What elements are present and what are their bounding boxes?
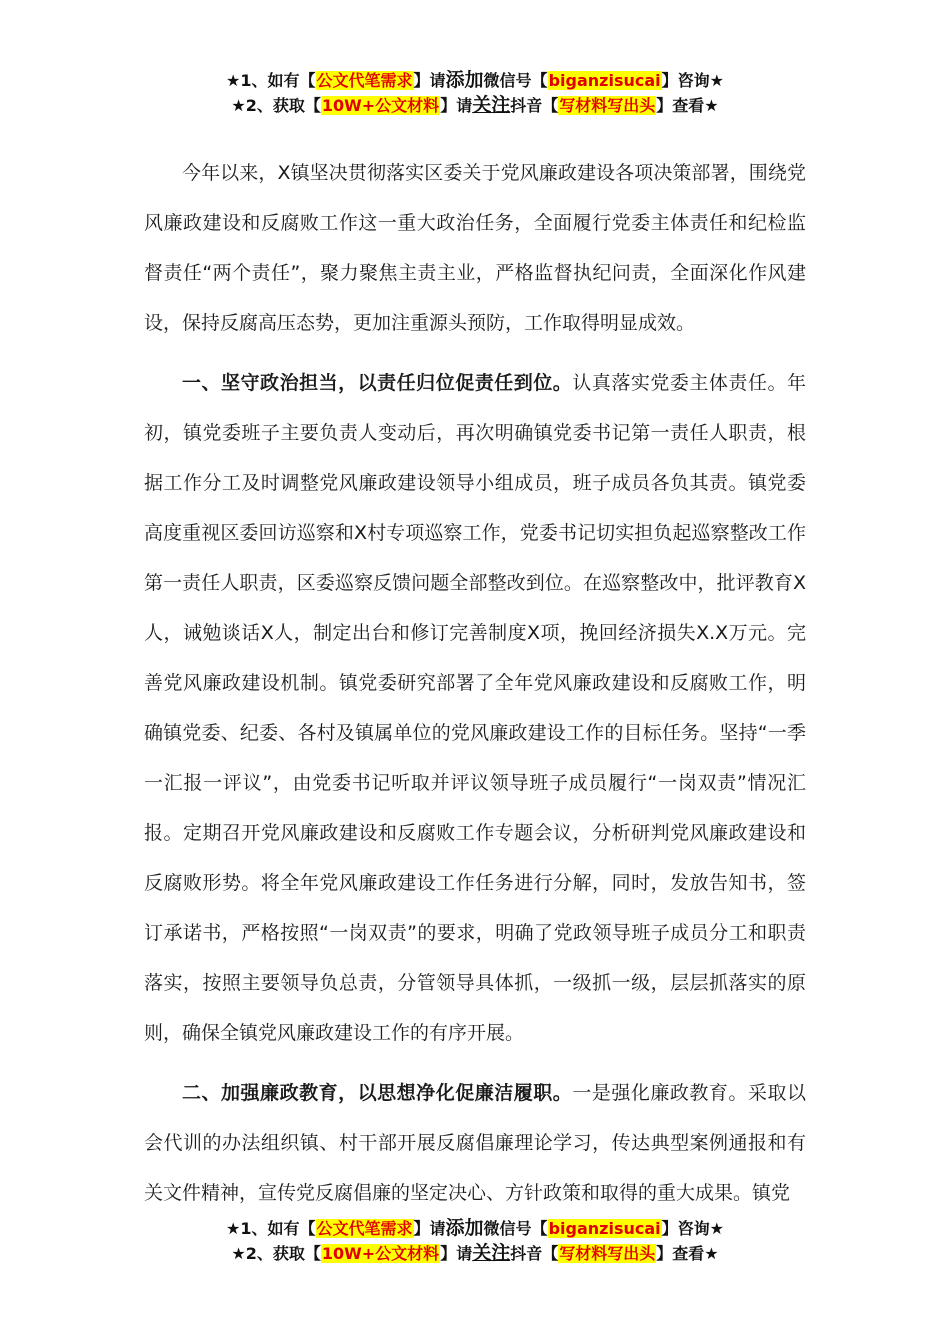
promo-emphasis: 关注 [472,1242,511,1264]
promo-emphasis: 添加 [445,1217,484,1239]
promo-line-1 [0,68,950,93]
section-paragraph-2 [144,1068,806,1218]
promo-text: 抖音【 [510,96,559,115]
promo-highlight: biganzisucai [548,1219,661,1238]
promo-highlight: 写材料写出头 [559,1244,656,1263]
paragraph-text: 今年以来，X镇坚决贯彻落实区委关于党风廉政建设各项决策部署，围绕党风廉政建设和反腐败工作这一重大政治任务，全面履行党委主体责任和纪检监督责任“两个责任”，聚力聚焦主责主业，严格监督执纪问责，全面深化作风建设，保持反腐高压态势，更加注重源头预防，工作取得明显成效。 [144,162,806,334]
promo-banner-top [0,68,950,118]
promo-text: ★2、获取【 [231,1244,321,1263]
document-body [144,148,806,1218]
promo-line-1 [0,1216,950,1241]
section-heading: 一、坚守政治担当，以责任归位促责任到位。 [182,372,573,394]
promo-emphasis: 添加 [445,69,484,91]
paragraph-text: 认真落实党委主体责任。年初，镇党委班子主要负责人变动后，再次明确镇党委书记第一责任人职责，根据工作分工及时调整党风廉政建设领导小组成员，班子成员各负其责。镇党委高度重视区委回访巡察和X村专项巡察工作，党委书记切实担负起巡察整改工作第一责任人职责，区委巡察反馈问题全部整改到位。在巡察整改中，批评教育X人，诫勉谈话X人，制定出台和修订完善制度X项，挽回经济损失X.X万元。完善党风廉政建设机制。镇党委研究部署了全年党风廉政建设和反腐败工作，明确镇党委、纪委、各村及镇属单位的党风廉政建设工作的目标任务。坚持“一季一汇报一评议”，由党委书记听取并评议领导班子成员履行“一岗双责”情况汇报。定期召开党风廉政建设和反腐败工作专题会议，分析研判党风廉政建设和反腐败形势。将全年党风廉政建设工作任务进行分解，同时，发放告知书，签订承诺书，严格按照“一岗双责”的要求，明确了党政领导班子成员分工和职责落实，按照主要领导负总责，分管领导具体抓，一级抓一级，层层抓落实的原则，确保全镇党风廉政建设工作的有序开展。 [144,372,806,1044]
section-heading: 二、加强廉政教育，以思想净化促廉洁履职。 [182,1082,573,1104]
promo-highlight: 10W+公文材料 [321,1244,440,1263]
promo-banner-bottom [0,1216,950,1266]
promo-highlight: 10W+公文材料 [321,96,440,115]
promo-text: 】查看★ [656,1244,719,1263]
promo-text: 】咨询★ [661,71,724,90]
promo-text: 抖音【 [510,1244,559,1263]
promo-text: 】请 [440,1244,473,1263]
promo-line-2 [0,93,950,118]
promo-highlight: 公文代笔需求 [316,1219,413,1238]
promo-text: ★1、如有【 [226,1219,316,1238]
promo-text: 微信号【 [483,71,548,90]
promo-emphasis: 关注 [472,94,511,116]
promo-text: 微信号【 [483,1219,548,1238]
promo-text: ★1、如有【 [226,71,316,90]
promo-highlight: 公文代笔需求 [316,71,413,90]
intro-paragraph [144,148,806,348]
promo-highlight: 写材料写出头 [559,96,656,115]
promo-line-2 [0,1241,950,1266]
promo-text: 】请 [413,1219,446,1238]
promo-text: 】咨询★ [661,1219,724,1238]
promo-text: 】请 [440,96,473,115]
promo-text: ★2、获取【 [231,96,321,115]
promo-text: 】查看★ [656,96,719,115]
promo-text: 】请 [413,71,446,90]
promo-highlight: biganzisucai [548,71,661,90]
paragraph-text: 一是强化廉政教育。采取以会代训的办法组织镇、村干部开展反腐倡廉理论学习，传达典型案例通报和有关文件精神，宣传党反腐倡廉的坚定决心、方针政策和取得的重大成果。镇党 [144,1082,806,1204]
section-paragraph-1 [144,358,806,1058]
